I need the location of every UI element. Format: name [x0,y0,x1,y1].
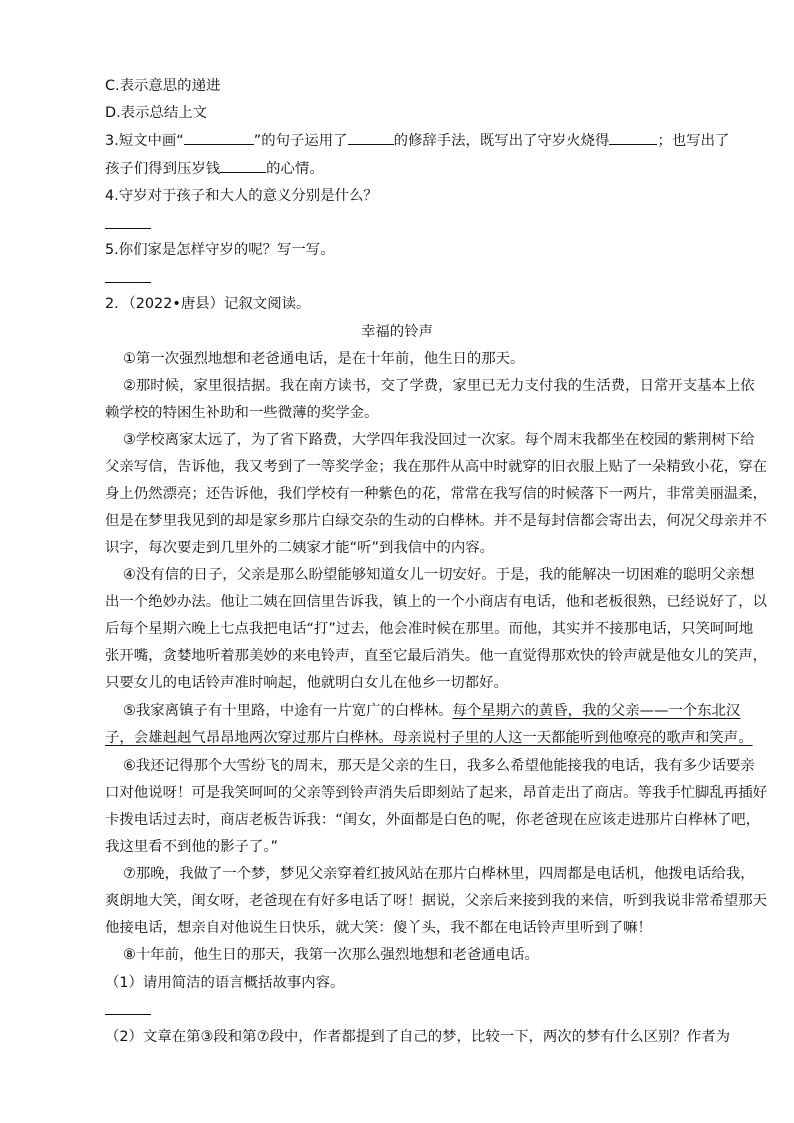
paragraph-3-line-1: ③学校离家太远了，为了省下路费，大学四年我没回过一次家。每个周末我都坐在校园的紫荆树下给 [123,432,755,448]
answer-blank [220,158,266,173]
answer-line [105,282,151,283]
paragraph-2-line-2: 赖学校的特困生补助和一些微薄的奖学金。 [105,405,379,421]
paragraph-4-line-3: 后每个星期六晚上七点我把电话“打”过去，他会准时候在那里。而他，其实并不接那电话，只笑呵呵地 [105,621,754,637]
paragraph-3-line-5: 识字，每次要走到几里外的二姨家才能“听”到我信中的内容。 [105,540,495,556]
paragraph-4-line-1: ④没有信的日子，父亲是那么盼望能够知道女儿一切安好。于是，我的能解决一切困难的聪明父亲想 [123,567,755,583]
sub-question-1: （1）请用简洁的语言概括故事内容。 [105,975,345,991]
paragraph-5-line-2-underlined: 子，会雄赳赳气昂昂地两次穿过那片白桦林。母亲说村子里的人这一天都能听到他嘹亮的歌声和笑声。 [105,730,753,746]
paragraph-5-text: ⑤我家离镇子有十里路，中途有一片宽广的白桦林。 [123,703,453,719]
answer-line [105,228,151,229]
paragraph-2-line-1: ②那时候，家里很拮据。我在南方读书，交了学费，家里已无力支付我的生活费，日常开支基本上依 [123,378,755,394]
paragraph-1: ①第一次强烈地想和老爸通电话，是在十年前，他生日的那天。 [123,351,525,367]
option-d: D.表示总结上文 [105,105,207,121]
sub-question-2: （2）文章在第③段和第⑦段中，作者都提到了自己的梦，比较一下，两次的梦有什么区别？作者为 [105,1029,730,1045]
paragraph-6-line-4: 我这里看不到他的影子了。” [105,839,278,855]
underlined-sentence: 每个星期六的黄昏，我的父亲——一个东北汉 [452,703,741,719]
paragraph-7-line-3: 他接电话，想亲自对他说生日快乐，就大笑：傻丫头，我不都在电话铃声里听到了嘛！ [105,920,652,936]
paragraph-4-line-2: 出一个绝妙办法。他让二姨在回信里告诉我，镇上的一个小商店有电话，他和老板很熟，已经说好了，以 [105,594,767,610]
question-5: 5.你们家是怎样守岁的呢？写一写。 [105,242,335,258]
answer-line [105,1014,151,1015]
paragraph-6-line-1: ⑥我还记得那个大雪纷飞的周末，那天是父亲的生日，我多么希望他能接我的电话，我有多少话要亲 [123,758,755,774]
paragraph-6-line-2: 口对他说呀！可是我笑呵呵的父亲等到铃声消失后即刻站了起来，昂首走出了商店。等我手忙脚乱再插好 [105,785,767,801]
q3-text-c: 的修辞手法，既写出了守岁火烧得 [393,133,610,149]
answer-blank [184,130,254,145]
q3-text-d: ；也写出了 [657,133,730,149]
section-heading: 2．（2022•唐县）记叙文阅读。 [105,296,311,312]
paragraph-8: ⑧十年前，他生日的那天，我第一次那么强烈地想和老爸通电话。 [123,947,539,963]
paragraph-5-line-1 [123,701,740,721]
q3-text-a: 3.短文中画“ [105,133,184,149]
answer-blank [348,130,394,145]
paragraph-4-line-5: 只要女儿的电话铃声准时响起，他就明白女儿在他乡一切都好。 [105,675,508,691]
paragraph-3-line-4: 但是在梦里我见到的却是家乡那片白绿交杂的生动的白桦林。并不是每封信都会寄出去，何况父母亲并不 [105,513,767,529]
option-c: C.表示意思的递进 [105,78,221,94]
paragraph-4-line-4: 张开嘴，贪婪地听着那美妙的来电铃声，直至它最后消失。他一直觉得那欢快的铃声就是他女儿的笑声， [105,648,767,664]
paragraph-7-line-1: ⑦那晚，我做了一个梦，梦见父亲穿着红披风站在那片白桦林里，四周都是电话机，他拨电话给我， [123,866,755,882]
paragraph-3-line-2: 父亲写信，告诉他，我又考到了一等奖学金；我在那件从高中时就穿的旧衣服上贴了一朵精致小花，穿在 [105,459,767,475]
answer-blank [609,130,657,145]
question-3-line-1 [105,130,729,151]
q3-text-f: 的心情。 [266,161,324,177]
paragraph-7-line-2: 爽朗地大笑，闺女呀，老爸现在有好多电话了呀！据说，父亲后来接到我的来信，听到我说非常希望那天 [105,893,767,909]
question-3-line-2 [105,158,324,179]
question-4: 4.守岁对于孩子和大人的意义分别是什么？ [105,188,378,204]
article-title: 幸福的铃声 [361,324,433,340]
paragraph-3-line-3: 身上仍然漂亮；还告诉他，我们学校有一种紫色的花，常常在我写信的时候落下一两片，非常美丽温柔， [105,486,767,502]
q3-text-b: ”的句子运用了 [253,133,348,149]
q3-text-e: 孩子们得到压岁钱 [105,161,221,177]
paragraph-6-line-3: 卡拨电话过去时，商店老板告诉我：“闺女，外面都是白色的呢，你老爸现在应该走进那片白桦林了吧， [105,812,761,828]
